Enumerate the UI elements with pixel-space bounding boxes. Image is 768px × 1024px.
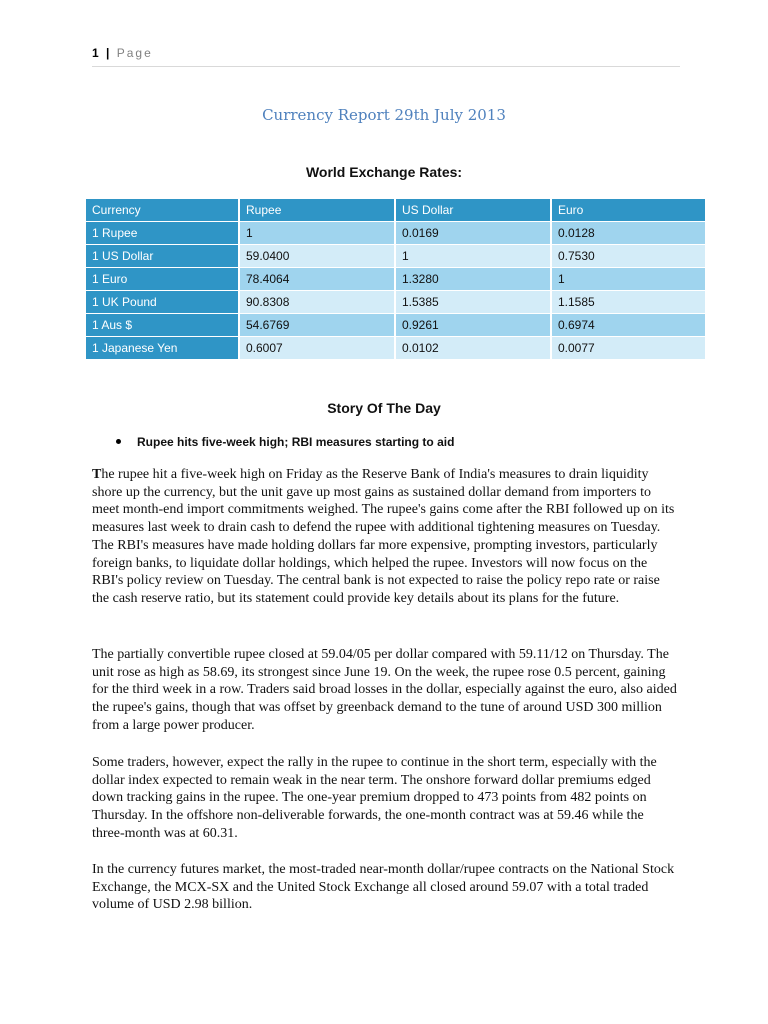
story-paragraph-4: In the currency futures market, the most-traded near-month dollar/rupee contracts on the National Stock Exchange, the MCX-SX and the United Stock Exchange all closed around 59.07 with a total traded volume of USD 2.98 billion. — [92, 862, 675, 913]
row-currency: 1 US Dollar — [86, 245, 240, 268]
rupee-rate: 54.6769 — [240, 314, 396, 337]
us-dollar-rate: 0.9261 — [396, 314, 552, 337]
column-header: US Dollar — [396, 199, 552, 222]
euro-rate: 0.7530 — [552, 245, 705, 268]
table-row — [86, 268, 705, 291]
table-row — [86, 222, 705, 245]
euro-rate: 0.0077 — [552, 337, 705, 360]
row-currency: 1 Rupee — [86, 222, 240, 245]
column-header: Euro — [552, 199, 705, 222]
rupee-rate: 59.0400 — [240, 245, 396, 268]
row-currency: 1 Euro — [86, 268, 240, 291]
euro-rate: 0.0128 — [552, 222, 705, 245]
row-currency: 1 Japanese Yen — [86, 337, 240, 360]
rates-heading: World Exchange Rates: — [305, 164, 463, 180]
story-bullet-text: Rupee hits five-week high; RBI measures starting to aid — [137, 435, 455, 449]
column-header: Currency — [86, 199, 240, 222]
paragraph-first-letter: T — [92, 467, 102, 482]
page-label: Page — [116, 46, 153, 60]
table-row — [86, 245, 705, 268]
euro-rate: 0.6974 — [552, 314, 705, 337]
rupee-rate: 0.6007 — [240, 337, 396, 360]
exchange-rates-table — [86, 199, 705, 360]
euro-rate: 1 — [552, 268, 705, 291]
us-dollar-rate: 1.3280 — [396, 268, 552, 291]
story-paragraph-1 — [92, 466, 678, 608]
story-paragraph-2: The partially convertible rupee closed at 59.04/05 per dollar compared with 59.11/12 on Thursday. The unit rose as high as 58.69, its strongest since June 19. On the week, the rupee rose 0.5 percent, gaining for the third week in a row. Traders said broad losses in the dollar, especially against the euro, also aided the rupee's gains, though that was offset by greenback demand to the tune of around USD 300 million from a large power producer. — [92, 647, 677, 733]
story-heading: Story Of The Day — [327, 400, 441, 416]
table-row — [86, 337, 705, 360]
story-bullet — [116, 435, 454, 449]
bullet-dot-icon — [116, 439, 121, 444]
report-title: Currency Report 29th July 2013 — [262, 106, 506, 124]
page-number: 1 — [92, 46, 99, 60]
table-row — [86, 291, 705, 314]
page-header — [92, 46, 680, 67]
rupee-rate: 1 — [240, 222, 396, 245]
row-currency: 1 UK Pound — [86, 291, 240, 314]
story-paragraph-3: Some traders, however, expect the rally in the rupee to continue in the short term, especially with the dollar index expected to remain weak in the near term. The onshore forward dollar premiums edged down tracking gains in the rupee. The one-year premium dropped to 473 points from 482 points on Thursday. In the offshore non-deliverable forwards, the one-month contract was at 59.46 while the three-month was at 60.31. — [92, 755, 657, 841]
page-header-separator: | — [106, 46, 110, 60]
column-header: Rupee — [240, 199, 396, 222]
us-dollar-rate: 0.0102 — [396, 337, 552, 360]
table-header-row — [86, 199, 705, 222]
table-row — [86, 314, 705, 337]
paragraph-text: he rupee hit a five-week high on Friday as the Reserve Bank of India's measures to drain liquidity shore up the currency, but the unit gave up most gains as sustained dollar demand from importers to meet month-end import commitments weighed. The rupee's gains come after the RBI followed up on its measures last week to drain cash to defend the rupee with additional tightening measures on Tuesday. The RBI's measures have made holding dollars far more expensive, prompting investors, particularly foreign banks, to liquidate dollar holdings, which helped the rupee. Investors will now focus on the RBI's policy review on Tuesday. The central bank is not expected to raise the policy repo rate or raise the cash reserve ratio, but its statement could provide key details about its plans for the future. — [92, 467, 675, 606]
us-dollar-rate: 1.5385 — [396, 291, 552, 314]
rupee-rate: 90.8308 — [240, 291, 396, 314]
us-dollar-rate: 0.0169 — [396, 222, 552, 245]
us-dollar-rate: 1 — [396, 245, 552, 268]
euro-rate: 1.1585 — [552, 291, 705, 314]
rupee-rate: 78.4064 — [240, 268, 396, 291]
row-currency: 1 Aus $ — [86, 314, 240, 337]
